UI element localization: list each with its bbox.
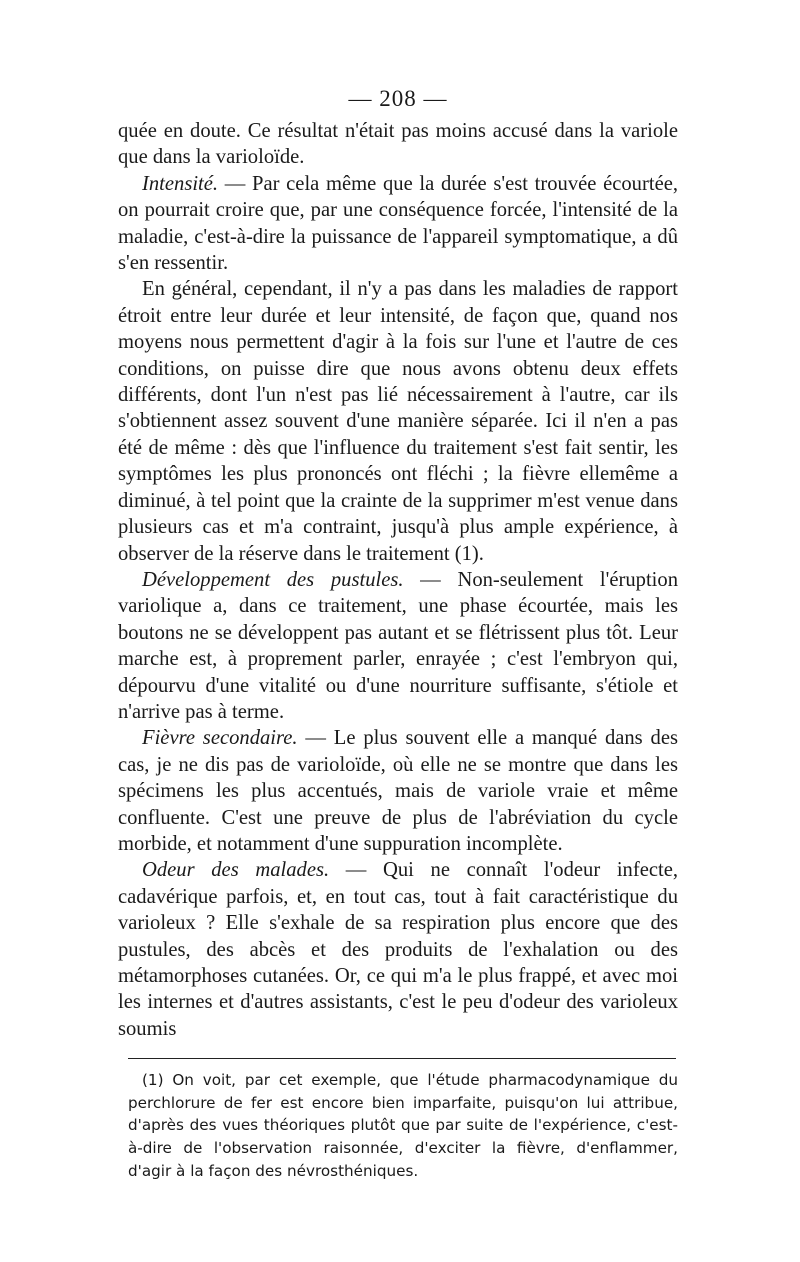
paragraph-odeur [118,857,678,1042]
footnote-divider [128,1058,676,1059]
paragraph-intensite [118,171,678,277]
paragraph-text: En général, cependant, il n'y a pas dans les maladies de rapport étroit entre leur durée et leur intensité, de façon que, quand nos moyens nous permettent d'agir à la fois sur l'une et l'autre de ces conditions, on puisse dire que nous avons obtenu deux effets différents, dont l'un n'est pas lié nécessairement à l'autre, car ils s'obtiennent assez souvent d'une manière séparée. Ici il n'en a pas été de même : dès que l'influence du traitement s'est fait sentir, les symptômes les plus prononcés ont fléchi ; la fièvre ellemême a diminué, à tel point que la crainte de la supprimer m'est venue dans plusieurs cas et m'a contraint, jusqu'à plus ample expérience, à observer de la réserve dans le traitement (1). [118,278,678,565]
page-number: — 208 — [348,86,448,111]
paragraph-en-general [118,276,678,566]
section-heading-intensite: Intensité. [142,172,219,195]
body-text [118,118,678,1042]
paragraph-fievre [118,725,678,857]
book-page [118,86,678,1182]
paragraph-text: — Qui ne connaît l'odeur infecte, cadavérique parfois, et, en tout cas, tout à fait caractéristique du varioleux ? Elle s'exhale de sa respiration plus encore que des pustules, des abcès et des produits de l'exhalation ou des métamorphoses cutanées. Or, ce qui m'a le plus frappé, et avec moi les internes et d'autres assistants, c'est le peu d'odeur des varioleux soumis [118,859,678,1040]
paragraph-text: — Non-seulement l'éruption variolique a, dans ce traitement, une phase écourtée, mais les boutons ne se développent pas autant et se flétrissent plus tôt. Leur marche est, à proprement parler, enrayée ; c'est l'embryon qui, dépourvu d'une vitalité ou d'une nourriture suffisante, s'étiole et n'arrive pas à terme. [118,568,678,723]
paragraph-developpement [118,567,678,725]
section-heading-fievre: Fièvre secondaire. [142,727,298,750]
paragraph-text: quée en doute. Ce résultat n'était pas moins accusé dans la variole que dans la varioloïde. [118,120,678,169]
section-heading-developpement: Développement des pustules. [142,568,404,591]
footnote [128,1069,678,1182]
paragraph-text: — Le plus souvent elle a manqué dans des cas, je ne dis pas de varioloïde, où elle ne se montre que dans les spécimens les plus accentués, mais de variole vraie et même confluente. C'est une preuve de plus de l'abréviation du cycle morbide, et notamment d'une suppuration incomplète. [118,727,678,855]
section-heading-odeur: Odeur des malades. [142,859,330,882]
paragraph-text: — Par cela même que la durée s'est trouvée écourtée, on pourrait croire que, par une conséquence forcée, l'intensité de la maladie, c'est-à-dire la puissance de l'appareil symptomatique, a dû s'en ressentir. [118,172,678,275]
paragraph-continuation [118,118,678,171]
footnote-text: (1) On voit, par cet exemple, que l'étude pharmacodynamique du perchlorure de fer est encore bien imparfaite, puisqu'on lui attribue, d'après des vues théoriques plutôt que par suite de l'expérience, c'est-à-dire de l'observation raisonnée, d'exciter la fièvre, d'enflammer, d'agir à la façon des névrosthéniques. [128,1071,678,1180]
